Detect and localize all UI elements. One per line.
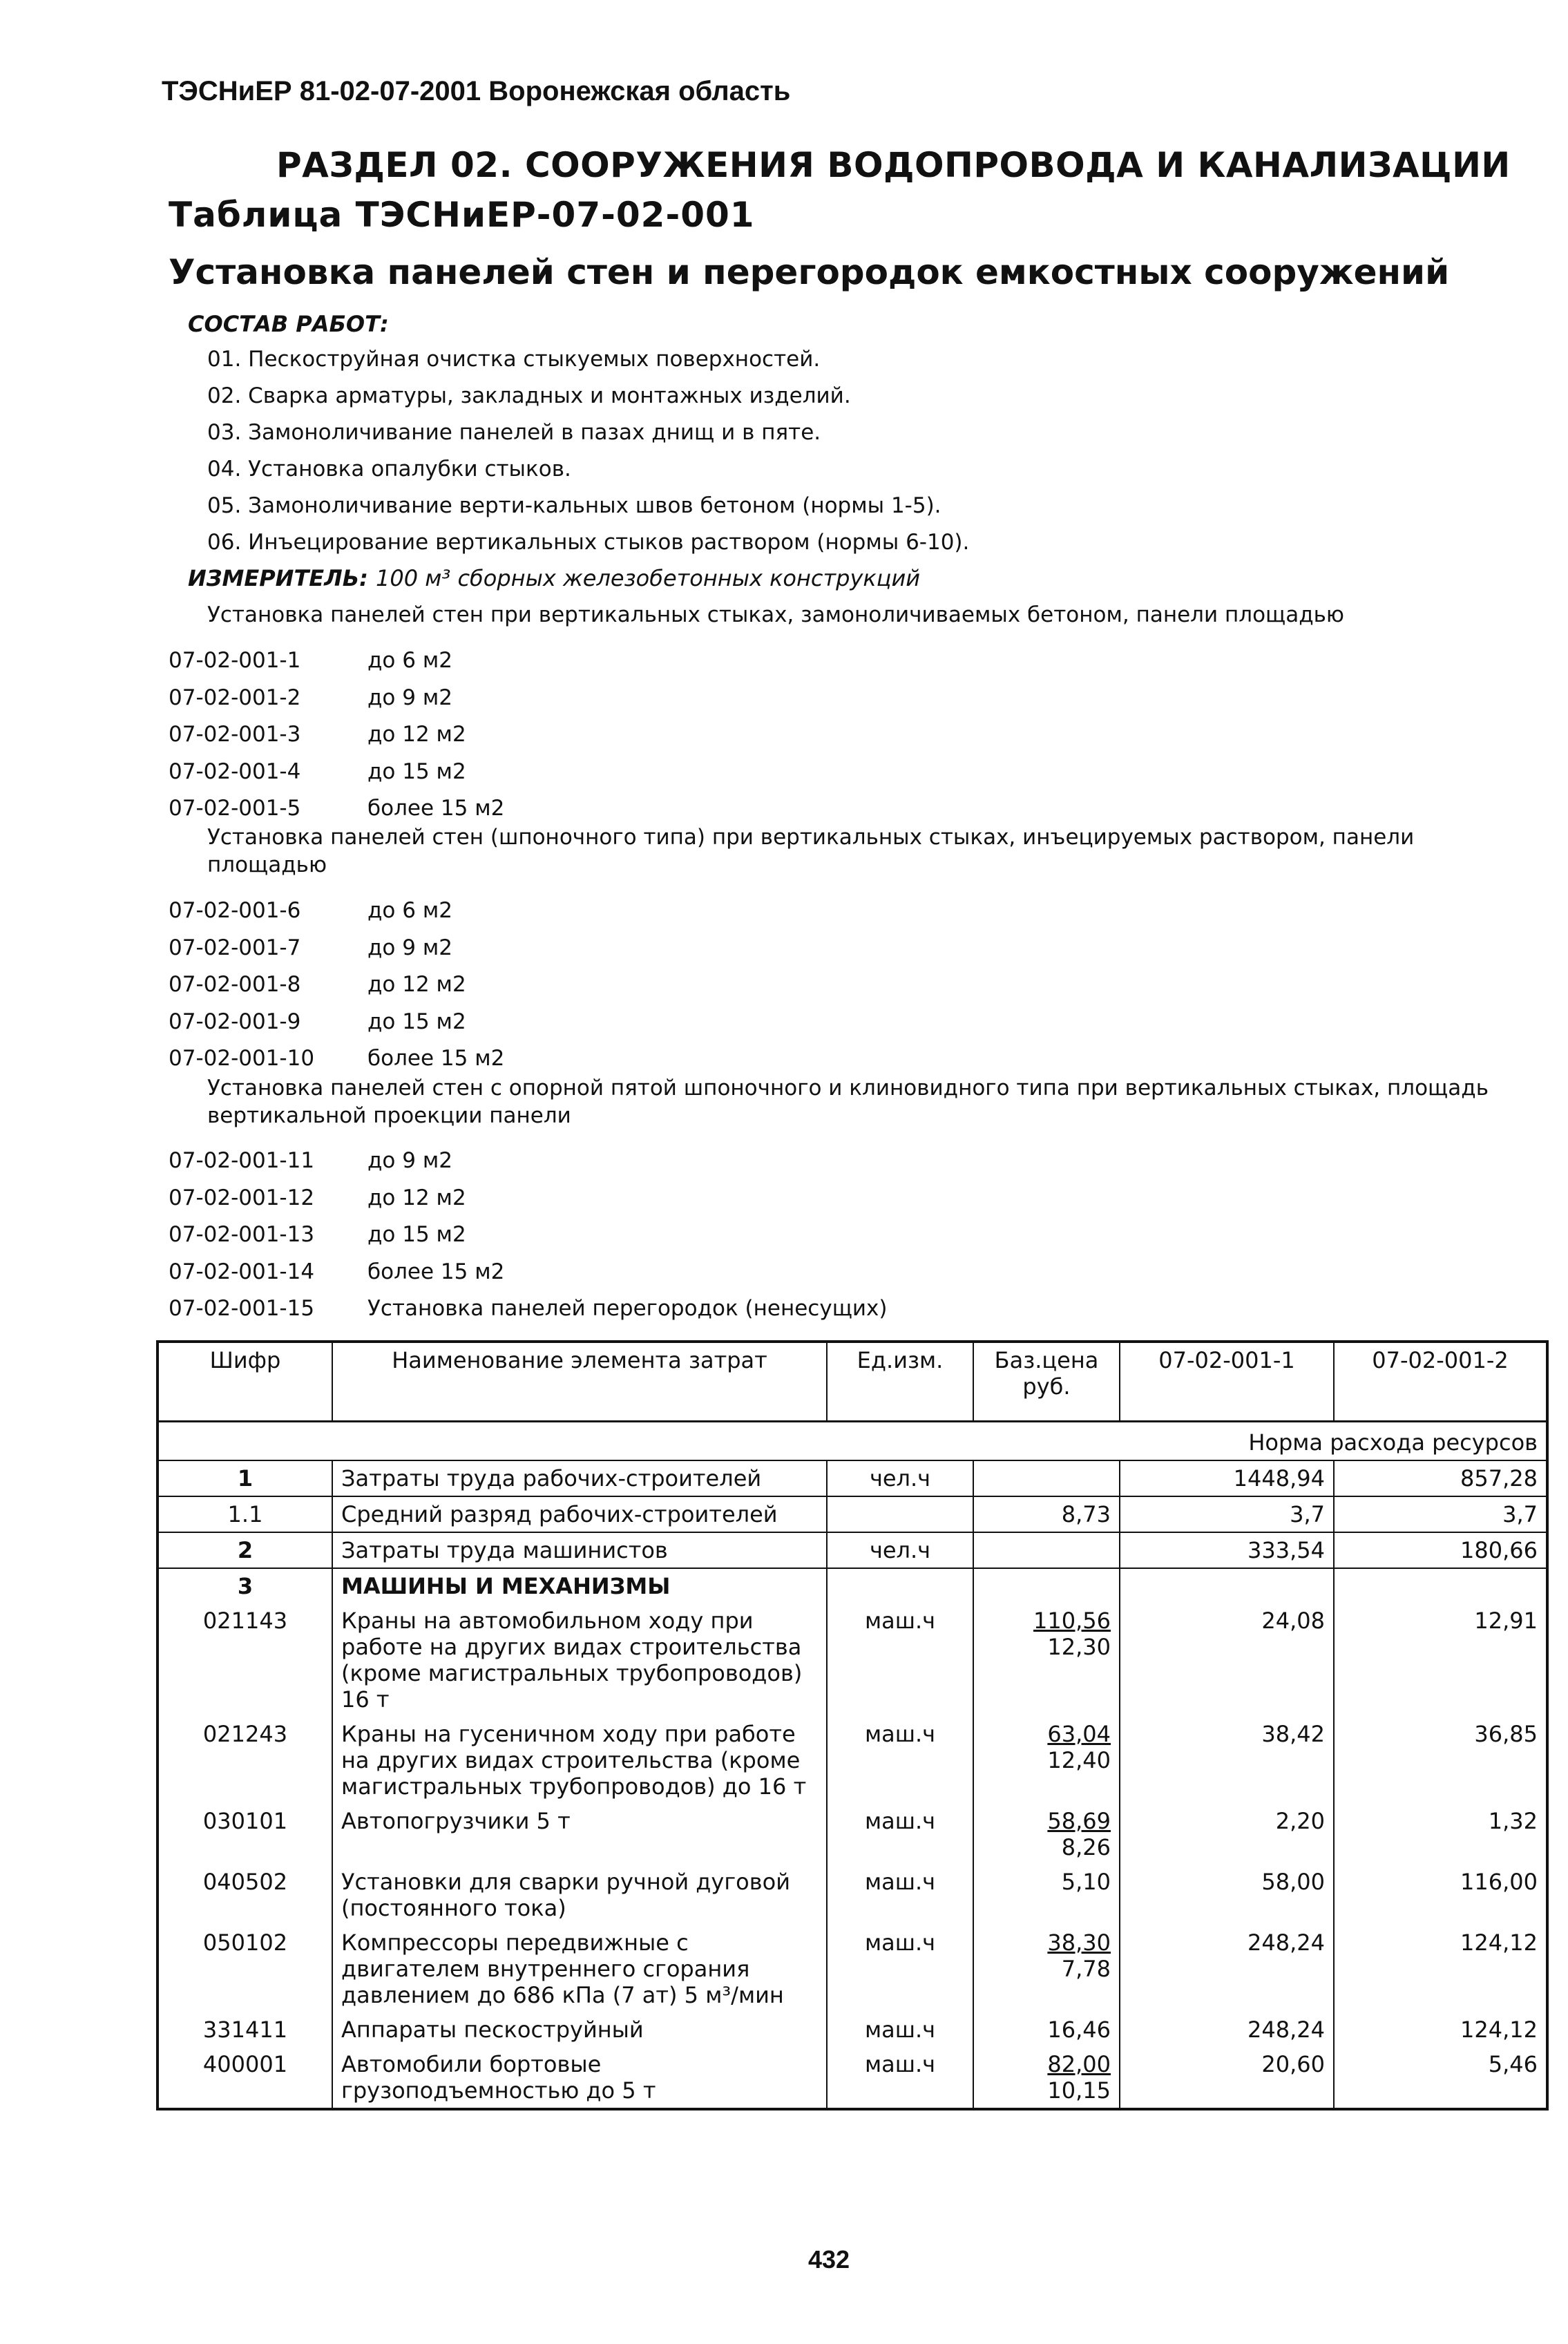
row-norm-2: 5,46 xyxy=(1334,2047,1547,2109)
row-norm-2: 857,28 xyxy=(1334,1460,1547,1496)
row-norm-1: 333,54 xyxy=(1120,1532,1334,1568)
row-unit: маш.ч xyxy=(827,2012,973,2047)
row-unit xyxy=(827,1496,973,1532)
norm-description: более 15 м2 xyxy=(367,796,505,821)
row-norm-1: 1448,94 xyxy=(1120,1460,1334,1496)
norm-code: 07-02-001-12 xyxy=(169,1185,315,1210)
norm-description: до 15 м2 xyxy=(367,759,466,784)
norm-code: 07-02-001-14 xyxy=(169,1259,315,1284)
row-code: 021243 xyxy=(157,1717,332,1804)
norm-description: до 12 м2 xyxy=(367,722,466,747)
row-code: 1.1 xyxy=(157,1496,332,1532)
row-name: Затраты труда рабочих-строителей xyxy=(332,1460,827,1496)
col-header-price: Баз.цена руб. xyxy=(973,1342,1120,1422)
measure-label: ИЗМЕРИТЕЛЬ: xyxy=(188,565,368,591)
row-price xyxy=(973,1804,1120,1865)
price-value: 63,04 xyxy=(1047,1721,1111,1747)
row-unit: маш.ч xyxy=(827,1717,973,1804)
work-item: 03. Замоноличивание панелей в пазах днищ и в пяте. xyxy=(207,420,821,445)
running-header: ТЭСНиЕР 81-02-07-2001 Воронежская область xyxy=(162,76,791,106)
price-value: 16,46 xyxy=(1047,2017,1111,2043)
table-row xyxy=(157,1865,1547,1925)
row-norm-1: 24,08 xyxy=(1120,1603,1334,1717)
norm-code: 07-02-001-3 xyxy=(169,722,301,747)
row-name: Краны на автомобильном ходу при работе на других видах строительства (кроме магистральных трубопроводов) 16 т xyxy=(332,1603,827,1717)
group-description: Установка панелей стен с опорной пятой шпоночного и клиновидного типа при вертикальных стыках, площадь вертикальной проекции панели xyxy=(207,1076,1489,1128)
price-secondary: 12,40 xyxy=(1047,1747,1111,1773)
col-header-code: Шифр xyxy=(157,1342,332,1422)
row-name: Аппараты пескоструйный xyxy=(332,2012,827,2047)
row-price xyxy=(973,1532,1120,1568)
norm-description: до 15 м2 xyxy=(367,1009,466,1034)
norm-description: до 12 м2 xyxy=(367,972,466,997)
row-price xyxy=(973,1865,1120,1925)
table-row xyxy=(157,1496,1547,1532)
table-row xyxy=(157,1568,1547,1603)
row-price xyxy=(973,1568,1120,1603)
work-item: 06. Инъецирование вертикальных стыков раствором (нормы 6-10). xyxy=(207,530,970,555)
norm-description: более 15 м2 xyxy=(367,1046,505,1071)
row-price xyxy=(973,2047,1120,2109)
row-price xyxy=(973,1496,1120,1532)
work-item: 04. Установка опалубки стыков. xyxy=(207,457,571,482)
row-unit: маш.ч xyxy=(827,1804,973,1865)
price-value: 38,30 xyxy=(1047,1929,1111,1956)
row-code: 040502 xyxy=(157,1865,332,1925)
page-title: Установка панелей стен и перегородок емкостных сооружений xyxy=(169,252,1450,292)
row-norm-2: 1,32 xyxy=(1334,1804,1547,1865)
norm-code: 07-02-001-9 xyxy=(169,1009,301,1034)
row-unit: маш.ч xyxy=(827,1865,973,1925)
price-value: 82,00 xyxy=(1047,2051,1111,2077)
price-secondary: 12,30 xyxy=(1047,1634,1111,1660)
row-name: Автомобили бортовые грузоподъемностью до 5 т xyxy=(332,2047,827,2109)
row-norm-2 xyxy=(1334,1568,1547,1603)
norm-description: до 9 м2 xyxy=(367,685,452,710)
row-norm-1: 248,24 xyxy=(1120,2012,1334,2047)
table-row xyxy=(157,1717,1547,1804)
table-name: Таблица ТЭСНиЕР-07-02-001 xyxy=(169,195,755,235)
row-norm-2: 12,91 xyxy=(1334,1603,1547,1717)
table-row xyxy=(157,1925,1547,2012)
work-item: 02. Сварка арматуры, закладных и монтажных изделий. xyxy=(207,383,851,408)
row-unit xyxy=(827,1568,973,1603)
price-secondary: 10,15 xyxy=(1047,2077,1111,2104)
norm-code: 07-02-001-6 xyxy=(169,898,301,923)
norm-description: до 9 м2 xyxy=(367,1148,452,1173)
row-name: Установки для сварки ручной дуговой (постоянного тока) xyxy=(332,1865,827,1925)
norm-code: 07-02-001-11 xyxy=(169,1148,315,1173)
norm-description: до 15 м2 xyxy=(367,1222,466,1247)
col-header-norm-1: 07-02-001-1 xyxy=(1120,1342,1334,1422)
norm-description: Установка панелей перегородок (ненесущих) xyxy=(367,1296,888,1321)
section-heading: РАЗДЕЛ 02. СООРУЖЕНИЯ ВОДОПРОВОДА И КАНАЛИЗАЦИИ xyxy=(276,145,1511,185)
row-price xyxy=(973,1717,1120,1804)
table-row xyxy=(157,2047,1547,2109)
work-item: 01. Пескоструйная очистка стыкуемых поверхностей. xyxy=(207,347,821,372)
row-norm-2: 3,7 xyxy=(1334,1496,1547,1532)
row-norm-1 xyxy=(1120,1568,1334,1603)
row-unit: маш.ч xyxy=(827,1925,973,2012)
row-price xyxy=(973,1603,1120,1717)
norm-code: 07-02-001-7 xyxy=(169,935,301,960)
price-value: 110,56 xyxy=(1033,1608,1111,1634)
norm-code: 07-02-001-4 xyxy=(169,759,301,784)
norm-code: 07-02-001-2 xyxy=(169,685,301,710)
row-code: 021143 xyxy=(157,1603,332,1717)
row-price xyxy=(973,2012,1120,2047)
page-number: 432 xyxy=(808,2245,850,2274)
row-price xyxy=(973,1925,1120,2012)
row-norm-2: 116,00 xyxy=(1334,1865,1547,1925)
norm-description: до 12 м2 xyxy=(367,1185,466,1210)
norm-label: Норма расхода ресурсов xyxy=(157,1422,1547,1461)
row-code: 331411 xyxy=(157,2012,332,2047)
norm-description: более 15 м2 xyxy=(367,1259,505,1284)
row-name: Краны на гусеничном ходу при работе на других видах строительства (кроме магистральных трубопроводов) до 16 т xyxy=(332,1717,827,1804)
table-header-row xyxy=(157,1342,1547,1422)
norm-description: до 6 м2 xyxy=(367,898,452,923)
row-unit: чел.ч xyxy=(827,1460,973,1496)
row-name: Затраты труда машинистов xyxy=(332,1532,827,1568)
price-value: 8,73 xyxy=(1061,1501,1111,1527)
table-row xyxy=(157,1804,1547,1865)
norm-label-row xyxy=(157,1422,1547,1461)
group-description: Установка панелей стен при вертикальных стыках, замоноличиваемых бетоном, панели площадью xyxy=(207,602,1345,627)
norm-code: 07-02-001-13 xyxy=(169,1222,315,1247)
row-code: 400001 xyxy=(157,2047,332,2109)
table-row xyxy=(157,1532,1547,1568)
price-secondary: 7,78 xyxy=(1061,1956,1111,1982)
row-norm-1: 58,00 xyxy=(1120,1865,1334,1925)
row-unit: маш.ч xyxy=(827,1603,973,1717)
price-value: 58,69 xyxy=(1047,1808,1111,1834)
norm-code: 07-02-001-5 xyxy=(169,796,301,821)
measure-value: 100 м³ сборных железобетонных конструкций xyxy=(376,565,921,591)
row-code: 1 xyxy=(157,1460,332,1496)
price-value: 5,10 xyxy=(1061,1869,1111,1895)
table-row xyxy=(157,1460,1547,1496)
row-name: Средний разряд рабочих-строителей xyxy=(332,1496,827,1532)
row-name: Компрессоры передвижные с двигателем внутреннего сгорания давлением до 686 кПа (7 ат) 5 м³/мин xyxy=(332,1925,827,2012)
price-secondary: 8,26 xyxy=(1061,1834,1111,1860)
col-header-name: Наименование элемента затрат xyxy=(332,1342,827,1422)
col-header-norm-2: 07-02-001-2 xyxy=(1334,1342,1547,1422)
row-code: 050102 xyxy=(157,1925,332,2012)
work-composition-label: СОСТАВ РАБОТ: xyxy=(188,311,389,337)
row-norm-2: 36,85 xyxy=(1334,1717,1547,1804)
row-unit: чел.ч xyxy=(827,1532,973,1568)
col-header-unit: Ед.изм. xyxy=(827,1342,973,1422)
row-norm-1: 248,24 xyxy=(1120,1925,1334,2012)
row-name: МАШИНЫ И МЕХАНИЗМЫ xyxy=(332,1568,827,1603)
row-name: Автопогрузчики 5 т xyxy=(332,1804,827,1865)
row-norm-1: 3,7 xyxy=(1120,1496,1334,1532)
norm-code: 07-02-001-8 xyxy=(169,972,301,997)
table-row xyxy=(157,1603,1547,1717)
row-price xyxy=(973,1460,1120,1496)
row-code: 2 xyxy=(157,1532,332,1568)
measure-line xyxy=(188,565,920,591)
norm-description: до 6 м2 xyxy=(367,648,452,673)
norm-description: до 9 м2 xyxy=(367,935,452,960)
resource-table xyxy=(156,1340,1549,2110)
row-unit: маш.ч xyxy=(827,2047,973,2109)
work-item: 05. Замоноличивание верти-кальных швов бетоном (нормы 1-5). xyxy=(207,493,941,518)
row-norm-2: 124,12 xyxy=(1334,1925,1547,2012)
row-norm-1: 2,20 xyxy=(1120,1804,1334,1865)
row-norm-1: 20,60 xyxy=(1120,2047,1334,2109)
norm-code: 07-02-001-1 xyxy=(169,648,301,673)
table-row xyxy=(157,2012,1547,2047)
row-code: 030101 xyxy=(157,1804,332,1865)
norm-code: 07-02-001-15 xyxy=(169,1296,315,1321)
row-norm-2: 124,12 xyxy=(1334,2012,1547,2047)
row-code: 3 xyxy=(157,1568,332,1603)
row-norm-1: 38,42 xyxy=(1120,1717,1334,1804)
norm-code: 07-02-001-10 xyxy=(169,1046,315,1071)
group-description: Установка панелей стен (шпоночного типа) при вертикальных стыках, инъецируемых раствором, панели площадью xyxy=(207,825,1415,877)
row-norm-2: 180,66 xyxy=(1334,1532,1547,1568)
